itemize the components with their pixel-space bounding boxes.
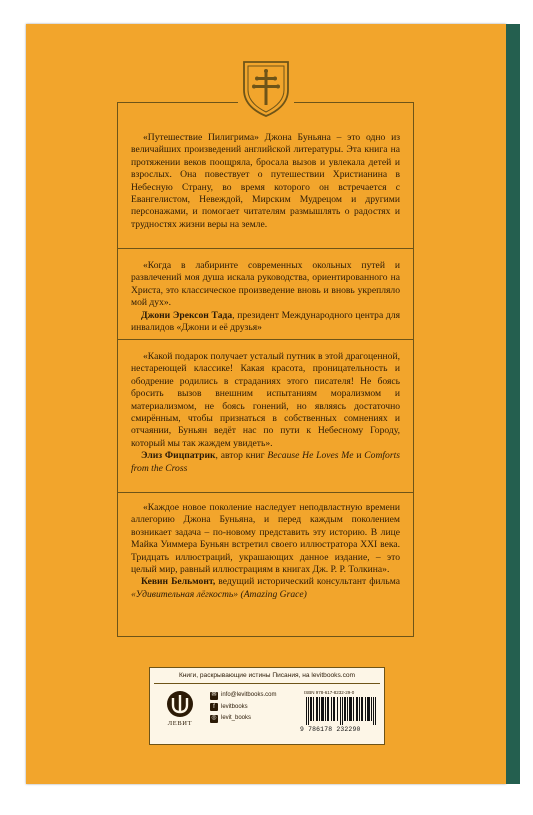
- quote-2-author: Элиз Фицпатрик: [141, 450, 216, 462]
- frame-top-left: [117, 102, 238, 103]
- book-spine: [506, 24, 520, 784]
- quote-2-role: , автор книг: [215, 450, 268, 462]
- quote-3-role: ведущий исторический консультант фильма: [215, 576, 400, 588]
- divider-1: [117, 248, 414, 249]
- contact-list: [210, 690, 276, 725]
- intro-text: «Путешествие Пилигрима» Джона Буньяна – это одно из величайших произведений английской литературы. Эта книга на протяжении веков поощряла, бросала вызов и увлекала детей и взрослых. Она повествует о путешествии Христианина в Небесную Страну, во время которого он встречается с Евангелистом, Невеждой, Мирским Мудрецом и другими персонажами, и помогает читателям размышлять о радостях и трудностях жизни веры на земле.: [131, 132, 400, 230]
- quote-1-attribution: [131, 310, 400, 335]
- quote-3: [131, 502, 400, 601]
- publisher-name: ЛЕВИТ: [167, 720, 193, 727]
- contact-facebook-text[interactable]: levitbooks: [221, 703, 248, 710]
- frame-top-right: [294, 102, 414, 103]
- quote-3-film: «Удивительная лёгкость» (Amazing Grace): [131, 588, 307, 600]
- facebook-icon: f: [210, 703, 218, 711]
- publisher-footer: [149, 667, 385, 745]
- divider-2: [117, 339, 414, 340]
- instagram-icon: ◎: [211, 715, 217, 721]
- quote-1-author: Джони Эрексон Тада: [141, 309, 233, 321]
- contact-instagram-text[interactable]: levit_books: [221, 715, 252, 721]
- contact-email: [210, 690, 276, 702]
- intro-paragraph: [131, 132, 400, 231]
- quote-1-text: «Когда в лабиринте современных окольных путей и развлечений моя душа искала руководства, ориентированного на Христа, это классическое произведение вновь и вновь укрепляло мой дух».: [131, 260, 400, 309]
- quote-3-attribution: [131, 576, 400, 601]
- quote-1: [131, 260, 400, 334]
- levit-logo-icon: [166, 690, 194, 718]
- contact-facebook: [210, 702, 276, 714]
- quote-2-book-2: Comforts from the Cross: [131, 450, 400, 474]
- quote-2-and: и: [353, 450, 365, 462]
- divider-3: [117, 492, 414, 493]
- quote-2-attribution: [131, 450, 400, 475]
- contact-email-text[interactable]: info@levitbooks.com: [221, 692, 277, 698]
- quote-2: [131, 351, 400, 475]
- quote-3-text: «Каждое новое поколение наследует неподвластную времени аллегорию Джона Буньяна, и перед каждым поколением возникает задача – по-новому представить эту историю. В лице Майка Уиммера Буньян встретил своего иллюстратора XXI века. Тридцать иллюстраций, украшающих данное издание, – это целый мир, равный иллюстрациям в книгах Дж. Р. Р. Толкина».: [131, 502, 400, 576]
- quote-1-role: , президент Международного центра для инвалидов «Джони и её друзья»: [131, 309, 400, 334]
- quote-2-text: «Какой подарок получает усталый путник в этой драгоценной, нестареющей классике! Какая красота, проницательность и ободрение родились в страданиях этого писателя! Не боясь бросить вызов внешним испытаниям морализмом и материализмом, не боясь гонений, но являясь достаточно смирённым, чтобы признаться в собственных сомнениях и отчаянии, Буньян ведёт нас по пути к Небесному Городу, который мы так жаждем увидеть».: [131, 351, 400, 449]
- email-icon: ✉: [211, 692, 217, 698]
- contact-instagram: [210, 713, 276, 725]
- footer-tagline: Книги, раскрывающие истины Писания, на levitbooks.com: [178, 672, 356, 679]
- barcode-icon: [306, 697, 376, 725]
- barcode-number: 9 786178 232290: [300, 726, 361, 733]
- quote-3-author: Кевин Бельмонт,: [141, 576, 216, 588]
- isbn-text: ISBN 978-617-8232-29-0: [304, 690, 355, 695]
- quote-2-book-1: Because He Loves Me: [267, 450, 354, 462]
- footer-tagline-line: [154, 683, 380, 684]
